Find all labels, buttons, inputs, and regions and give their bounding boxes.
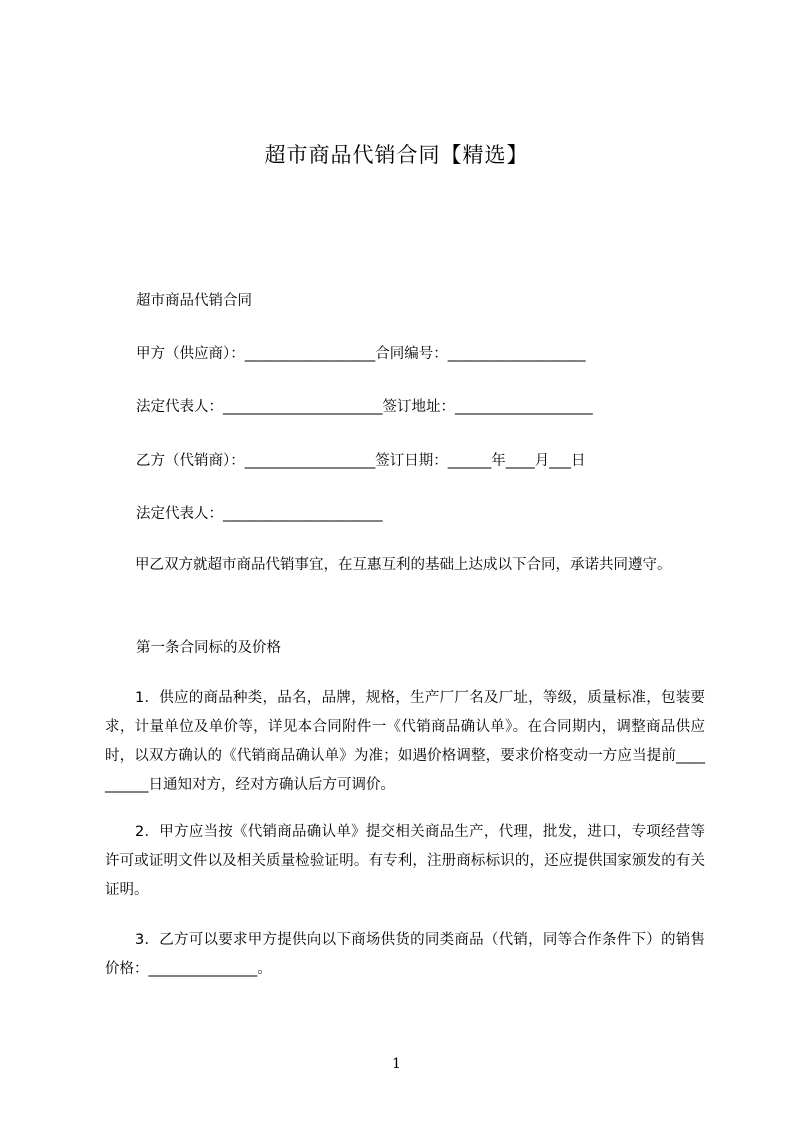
clause-2: 2．甲方应当按《代销商品确认单》提交相关商品生产，代理，批发，进口，专项经营等许可或证明文件以及相关质量检验证明。有专利，注册商标标识的，还应提供国家颁发的有关证明。 bbox=[105, 824, 705, 898]
article-1-heading: 第一条合同标的及价格 bbox=[136, 640, 281, 656]
legal-rep-a-field: 法定代表人：______________________签订地址：___________________ bbox=[136, 399, 593, 415]
document-title: 超市商品代销合同【精选】 bbox=[264, 143, 529, 167]
clause-3: 3．乙方可以要求甲方提供向以下商场供货的同类商品（代销，同等合作条件下）的销售价格：_______________。 bbox=[105, 932, 705, 977]
party-b-field: 乙方（代销商）：__________________签订日期：______年____月___日 bbox=[136, 453, 586, 469]
party-a-field: 甲方（供应商）：__________________合同编号：___________________ bbox=[136, 346, 586, 362]
legal-rep-b-field: 法定代表人：______________________ bbox=[136, 506, 383, 522]
preamble-paragraph: 甲乙双方就超市商品代销事宜，在互惠互利的基础上达成以下合同，承诺共同遵守。 bbox=[135, 557, 672, 573]
page-number: 1 bbox=[392, 1056, 401, 1072]
clause-1: 1．供应的商品种类，品名，品牌，规格，生产厂厂名及厂址，等级，质量标准，包装要求，计量单位及单价等，详见本合同附件一《代销商品确认单》。在合同期内，调整商品供应时，以双方确认的《代销商品确认单》为准；如遇价格调整，要求价格变动一方应当提前__________日通知对方，经对方确认后方可调价。 bbox=[105, 690, 705, 793]
contract-subtitle: 超市商品代销合同 bbox=[136, 293, 252, 309]
